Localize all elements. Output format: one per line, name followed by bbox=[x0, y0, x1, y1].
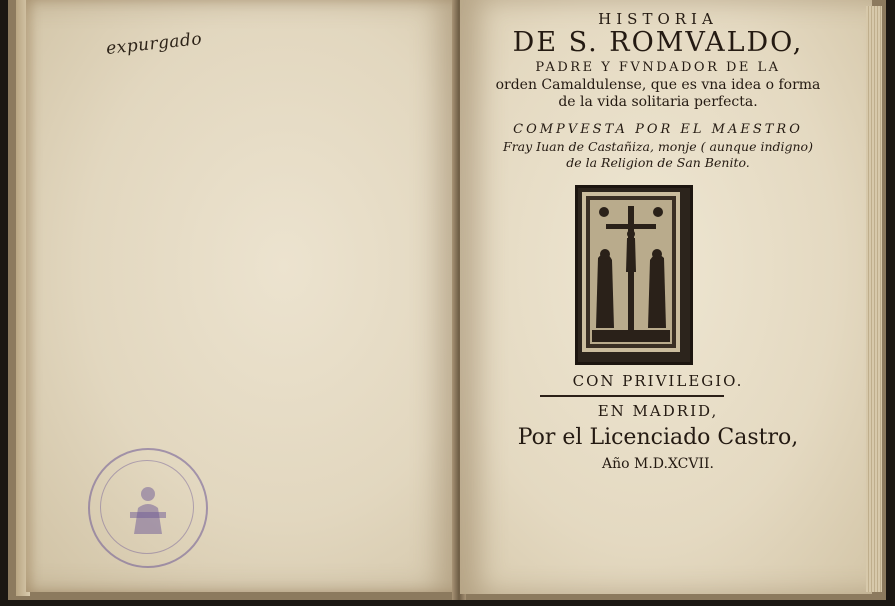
title-line-historia: HISTORIA bbox=[598, 10, 718, 28]
privilege-notice: CON PRIVILEGIO. bbox=[572, 372, 744, 390]
title-line-vida: de la vida solitaria perfecta. bbox=[558, 94, 758, 110]
imprint-city: EN MADRID, bbox=[597, 402, 719, 420]
title-line-padre: PADRE Y FVNDADOR DE LA bbox=[535, 60, 781, 75]
author-line-religion: de la Religion de San Benito. bbox=[566, 155, 750, 170]
author-line-name: Fray Iuan de Castañiza, monje ( aunque indigno) bbox=[503, 139, 813, 154]
author-line-compuesta: COMPVESTA POR EL MAESTRO bbox=[513, 122, 803, 137]
title-line-orden: orden Camaldulense, que es vna idea o forma bbox=[495, 77, 821, 93]
title-line-romualdo: DE S. ROMVALDO, bbox=[512, 27, 804, 58]
printer-name: Por el Licenciado Castro, bbox=[517, 425, 799, 450]
page-stack-edge bbox=[866, 6, 882, 592]
title-block bbox=[458, 10, 858, 170]
crucifixion-woodcut-icon bbox=[575, 185, 693, 365]
handwritten-note: expurgado bbox=[105, 29, 204, 59]
library-seal-stamp-icon bbox=[88, 448, 208, 568]
divider-rule bbox=[540, 395, 724, 397]
publication-year: Año M.D.XCVII. bbox=[601, 456, 715, 472]
